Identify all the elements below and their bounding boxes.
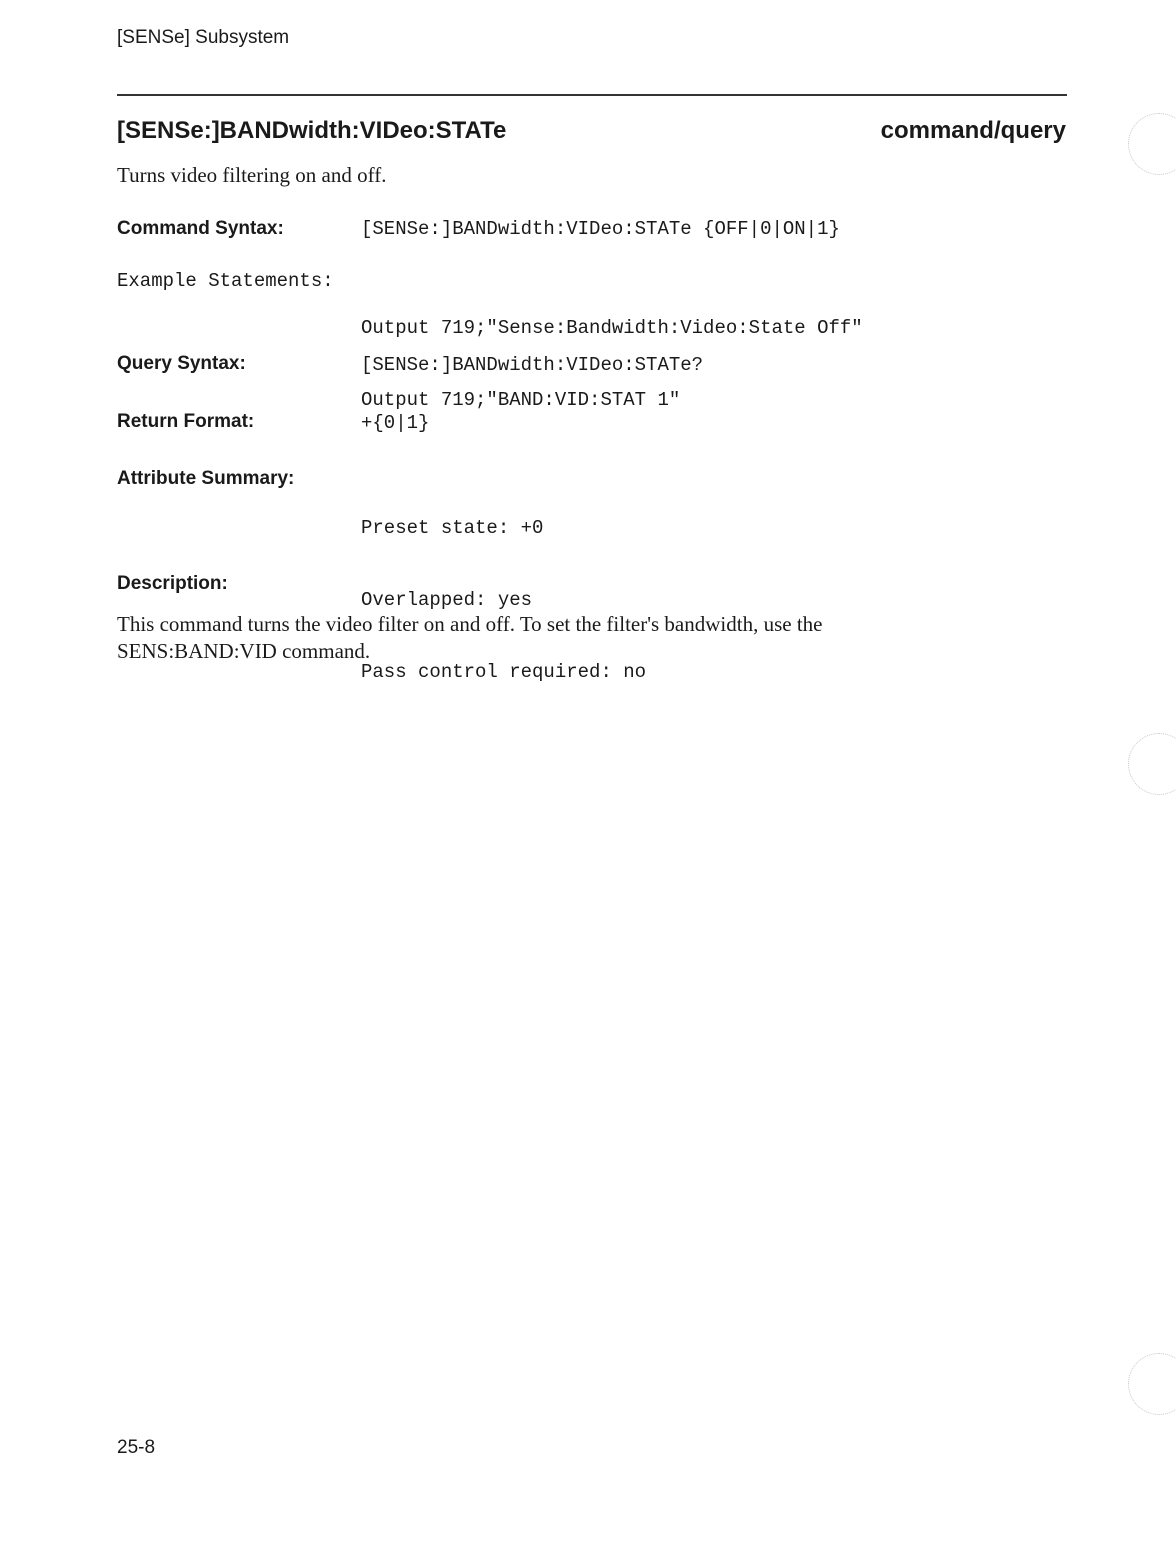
attribute-summary-value: [361, 468, 646, 708]
command-title: [SENSe:]BANDwidth:VIDeo:STATe: [117, 117, 507, 144]
example-statement-line: Output 719;"Sense:Bandwidth:Video:State Off": [361, 317, 863, 339]
punch-hole: [1128, 733, 1176, 795]
command-type: command/query: [880, 117, 1066, 144]
attribute-line: Pass control required: no: [361, 661, 647, 683]
description-label: Description:: [117, 573, 228, 594]
attribute-line: Preset state: +0: [361, 517, 544, 539]
example-statements-value: [361, 268, 863, 436]
example-statement-line: Output 719;"BAND:VID:STAT 1": [361, 389, 681, 411]
punch-hole: [1128, 1353, 1176, 1415]
query-syntax-label: Query Syntax:: [117, 353, 246, 374]
attribute-summary-label: Attribute Summary:: [117, 468, 295, 489]
query-syntax-value: [SENSe:]BANDwidth:VIDeo:STATe?: [361, 354, 704, 376]
return-format-label: Return Format:: [117, 411, 255, 432]
example-statements-label: Example Statements:: [117, 270, 334, 292]
header-rule: [117, 94, 1067, 96]
running-header: [SENSe] Subsystem: [117, 27, 290, 48]
command-summary: Turns video filtering on and off.: [117, 163, 387, 187]
attribute-line: Overlapped: yes: [361, 589, 533, 611]
punch-hole: [1128, 113, 1176, 175]
description-text: This command turns the video filter on and off. To set the filter's bandwidth, use the SENS:BAND:VID command.: [117, 612, 823, 663]
return-format-value: +{0|1}: [361, 412, 430, 434]
page-number: 25-8: [117, 1437, 156, 1458]
command-syntax-label: Command Syntax:: [117, 218, 284, 239]
command-syntax-value: [SENSe:]BANDwidth:VIDeo:STATe {OFF|0|ON|1}: [361, 218, 840, 240]
